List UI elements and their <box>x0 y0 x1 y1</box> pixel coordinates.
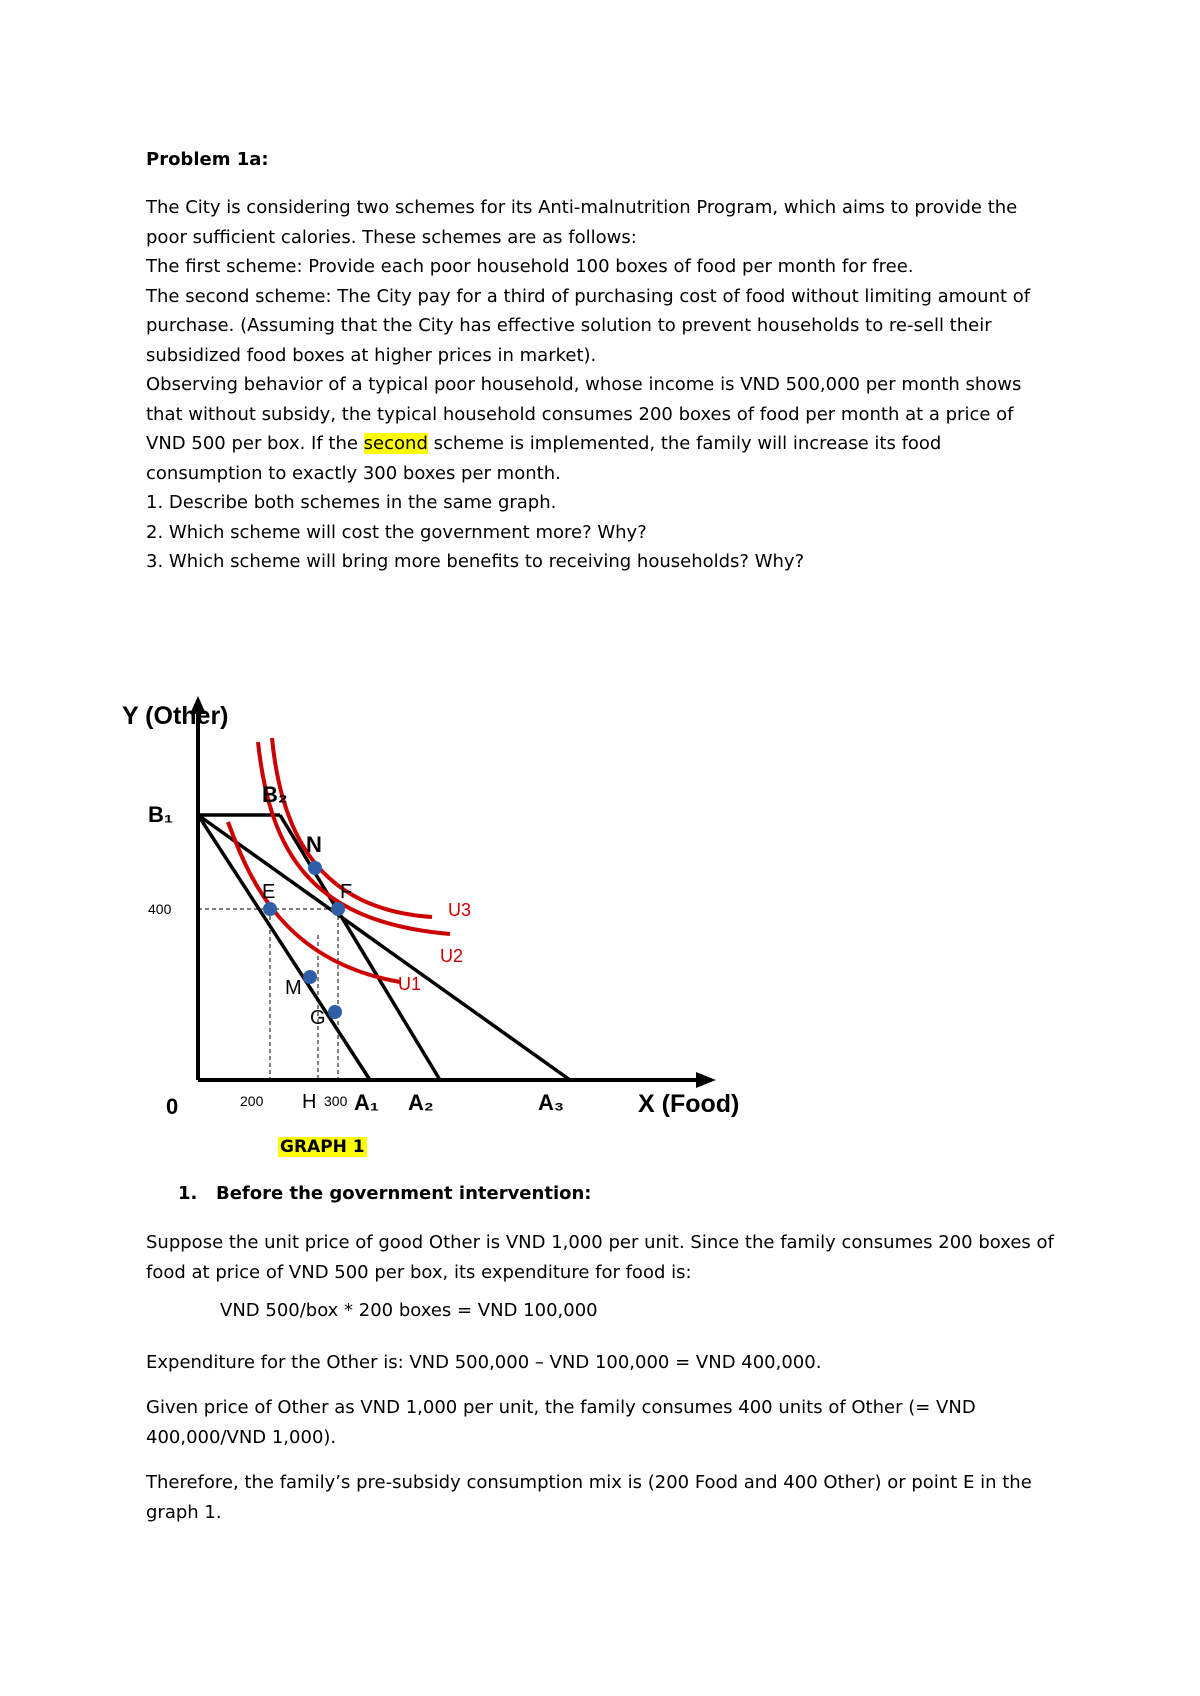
question-3: 3. Which scheme will bring more benefits to receiving households? Why? <box>146 551 805 572</box>
paragraph-line: Suppose the unit price of good Other is VND 1,000 per unit. Since the family consumes 200 boxes of <box>146 1232 1054 1253</box>
section-number: 1. <box>178 1183 198 1204</box>
paragraph-4 <box>146 1468 1106 1528</box>
statement-line: that without subsidy, the typical household consumes 200 boxes of food per month at a price of <box>146 403 1014 425</box>
graph-1 <box>110 672 830 1162</box>
origin-label: 0 <box>166 1094 179 1119</box>
point-N <box>308 861 322 875</box>
point-F <box>331 902 345 916</box>
label-B2: B₂ <box>262 782 288 807</box>
tick-400: 400 <box>148 901 172 917</box>
statement-line: purchase. (Assuming that the City has effective solution to prevent households to re-sell their <box>146 315 992 336</box>
section-title: Before the government intervention: <box>216 1183 592 1204</box>
paragraph-line: 400,000/VND 1,000). <box>146 1427 337 1448</box>
budget-line-B1-A3 <box>198 815 570 1080</box>
y-axis-label: Y (Other) <box>122 702 229 730</box>
label-U2: U2 <box>440 946 464 966</box>
problem-title: Problem 1a: <box>146 149 269 170</box>
paragraph-2 <box>146 1348 1106 1378</box>
label-A3: A₃ <box>538 1090 565 1115</box>
label-U1: U1 <box>398 974 422 994</box>
paragraph-line: food at price of VND 500 per box, its expenditure for food is: <box>146 1262 692 1283</box>
label-U3: U3 <box>448 900 472 920</box>
label-B1: B₁ <box>148 802 173 827</box>
budget-line-B1-A1 <box>198 815 370 1080</box>
label-E: E <box>262 881 276 903</box>
graph-1-svg <box>110 672 830 1162</box>
graph-caption: GRAPH 1 <box>280 1137 365 1157</box>
statement-line: subsidized food boxes at higher prices in market). <box>146 344 597 366</box>
highlight-after: scheme is implemented, the family will increase its food <box>427 433 942 454</box>
statement-line: Observing behavior of a typical poor household, whose income is VND 500,000 per month shows <box>146 374 1022 395</box>
point-G <box>328 1005 342 1019</box>
x-axis-arrow <box>696 1072 716 1088</box>
paragraph-line: Given price of Other as VND 1,000 per unit, the family consumes 400 units of Other (= VND <box>146 1397 976 1418</box>
question-2: 2. Which scheme will cost the government more? Why? <box>146 521 647 543</box>
statement-line: The first scheme: Provide each poor household 100 boxes of food per month for free. <box>146 256 914 277</box>
budget-line-B2-A2 <box>280 815 440 1080</box>
label-M: M <box>285 977 302 999</box>
section-heading <box>178 1183 592 1204</box>
highlight-before: VND 500 per box. If the <box>146 433 364 454</box>
tick-300: 300 <box>324 1093 348 1109</box>
statement-line-highlighted <box>146 429 1086 459</box>
indifference-curve-U2 <box>258 742 450 934</box>
label-F: F <box>340 881 353 903</box>
problem-statement <box>146 193 1086 577</box>
paragraph-line: graph 1. <box>146 1502 222 1523</box>
formula: VND 500/box * 200 boxes = VND 100,000 <box>220 1300 598 1321</box>
statement-line: consumption to exactly 300 boxes per month. <box>146 462 561 484</box>
point-E <box>263 902 277 916</box>
question-1: 1. Describe both schemes in the same graph. <box>146 492 557 513</box>
highlighted-word: second <box>363 433 428 454</box>
label-G: G <box>310 1007 326 1029</box>
x-axis-label: X (Food) <box>638 1090 740 1118</box>
label-A2: A₂ <box>408 1090 434 1115</box>
tick-200: 200 <box>240 1093 264 1109</box>
tick-H: H <box>302 1091 317 1113</box>
statement-line: The second scheme: The City pay for a third of purchasing cost of food without limiting amount of <box>146 285 1031 307</box>
paragraph-line: Expenditure for the Other is: VND 500,000 – VND 100,000 = VND 400,000. <box>146 1352 822 1373</box>
point-M <box>303 970 317 984</box>
label-N: N <box>306 832 322 857</box>
paragraph-3 <box>146 1393 1106 1453</box>
paragraph-1 <box>146 1228 1106 1288</box>
paragraph-line: Therefore, the family’s pre-subsidy consumption mix is (200 Food and 400 Other) or point E in the <box>146 1472 1032 1493</box>
statement-line: poor sufficient calories. These schemes are as follows: <box>146 226 637 248</box>
label-A1: A₁ <box>354 1090 379 1115</box>
statement-line: The City is considering two schemes for its Anti-malnutrition Program, which aims to provide the <box>146 197 1018 218</box>
